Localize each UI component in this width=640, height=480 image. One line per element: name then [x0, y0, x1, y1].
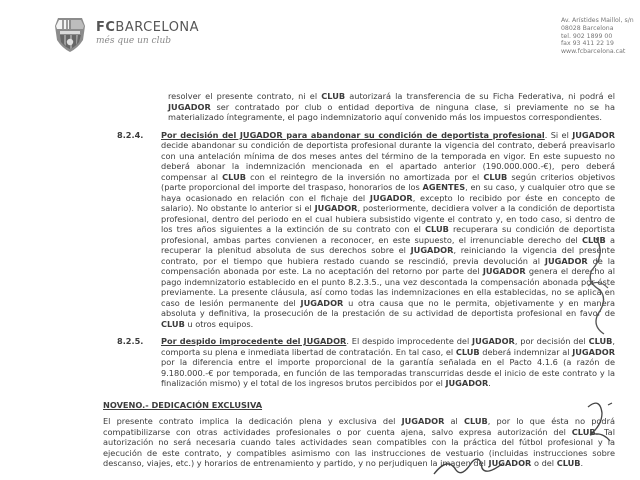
brand-tagline: més que un club — [96, 36, 172, 46]
brand-block — [96, 20, 199, 46]
signature-margin-top — [578, 230, 618, 340]
address-line: tel. 902 1899 00 — [561, 32, 613, 40]
address-line: 08028 Barcelona — [561, 24, 614, 32]
brand-name: FCBARCELONA — [96, 20, 200, 35]
letterhead — [0, 0, 640, 80]
address-line: Av. Arístides Maillol, s/n — [561, 17, 634, 24]
club-address — [561, 17, 640, 56]
paragraph-continuation: resolver el presente contrato, ni el CLUB autorizará la transferencia de su Ficha Federativa, ni podrá el JUGADOR ser contratado por club o entidad deportiva de ninguna clase, si previamente no se ha materializado íntegramente, el pago indemnizatorio aquí convenido más los impuestos correspondientes. — [168, 91, 615, 122]
section-heading-noveno: NOVENO.- DEDICACIÓN EXCLUSIVA — [103, 399, 263, 410]
clause-number: 8.2.5. — [117, 336, 144, 346]
clause-8-2-4 — [103, 130, 615, 330]
clause-content: . El despido improcedente del JUGADOR, por decisión del CLUB, comporta su plena e inmediata libertad de contratación. En tal caso, el CLUB deberá indemnizar al JUGADOR por la diferencia entre el importe proporcional de la garantía señalada en el Pacto 4.1.6 (a razón de 9.180.000.-€ por temporada, en función de las temporadas transcurridas desde el inicio de este contrato y la finalización mismo) y el total de los ingresos brutos percibidos por el JUGADOR. — [161, 336, 616, 388]
clause-content: . Si el JUGADOR decide abandonar su condición de deportista profesional durante la vigencia del contrato, deberá preavisarlo con una antelación mínima de dos meses antes del término de la temporada en vigor. En este supuesto no deberá abonar la indemnización mencionada en el apartado anterior (190.000.000.-€), pero deberá compensar al CLUB con el reintegro de la inversión no amortizada por el CLUB según criterios objetivos (parte proporcional del importe del traspaso, honorarios de los AGENTES, en su caso, y cualquier otro que se haya ocasionado en relación con el fichaje del JUGADOR, excepto lo recibido por éste en concepto de salario). No obstante lo anterior si el JUGADOR, posteriormente, decidiera volver a la condición de deportista profesional, dentro del periodo en el cual hubiera subsistido vigente el contrato y, en todo caso, si dentro de los tres años siguientes a la extinción de su contrato con el CLUB recuperara su condición de deportista profesional, ambas partes convienen a reconocer, en este supuesto, el irrenunciable derecho del CLUB a recuperar la plenitud absoluta de sus derechos sobre el JUGADOR, reiniciando la vigencia del presente contrato, por el tiempo que hubiera restado cuando se rescindió, previa devolución al JUGADOR de la compensación abonada por este. La no aceptación del retorno por parte del JUGADOR genera el derecho al pago indemnizatorio establecido en el punto 8.2.3.5., una vez descontada la compensación abonada por éste previamente. La presente cláusula, así como todas las indemnizaciones en ella establecidas, no se aplica en caso de lesión permanente del JUGADOR u otra causa que no le permita, objetivamente y en manera absoluta y definitiva, la prosecución de la prestación de su actividad de deportista profesional en favor de CLUB u otros equipos. — [161, 129, 616, 329]
fcb-crest-logo — [50, 14, 90, 54]
contract-body — [103, 91, 615, 477]
clause-title: Por despido improcedente del JUGADOR — [161, 336, 347, 346]
clause-title: Por decisión del JUGADOR para abandonar su condición de deportista profesional — [161, 129, 545, 140]
address-line: fax 93 411 22 19 — [561, 40, 614, 48]
clause-number: 8.2.4. — [117, 129, 144, 140]
signature-margin-bottom — [580, 395, 620, 455]
clause-8-2-5 — [103, 336, 615, 389]
clause-text — [161, 130, 615, 330]
signature-bottom — [430, 452, 510, 480]
address-line: www.fcbarcelona.cat — [561, 48, 626, 56]
clause-text — [161, 336, 615, 389]
noveno-paragraph: El presente contrato implica la dedicación plena y exclusiva del JUGADOR al CLUB, por lo que ésta no podrá compatibilizarse con otras actividades profesionales o por cuenta ajena, salvo expresa autorización del CLUB. Tal autorización no será necesaria cuando tales actividades sean compatibles con la práctica del fútbol profesional y la ejecución de este contrato, y compatibles asimismo con las instrucciones de vestuario (incluidas instrucciones sobre descanso, viajes, etc.) y horarios de entrenamiento y partido, y no perjudiquen la imagen del JUGADOR o del CLUB. — [103, 416, 616, 468]
